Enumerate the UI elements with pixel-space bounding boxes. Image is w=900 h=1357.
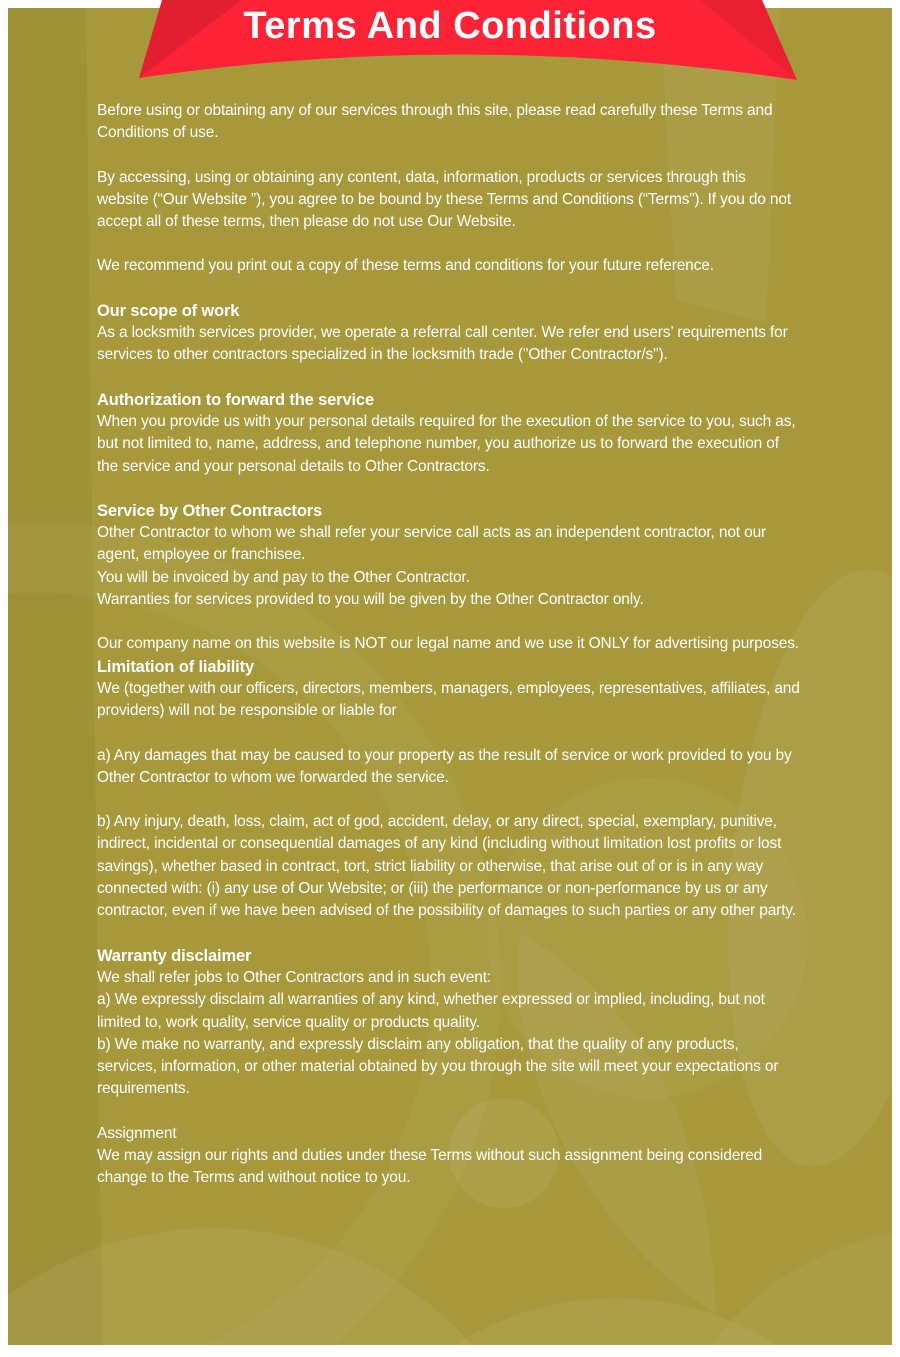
paragraph: We may assign our rights and duties under these Terms without such assignment being considered change to the Terms and without notice to you. xyxy=(97,1146,763,1187)
paragraph: When you provide us with your personal details required for the execution of the service to you, such as, but not limited to, name, address, and telephone number, you authorize us to forward the execution of the service and your personal details to Other Contractors. xyxy=(97,412,796,475)
paragraph: We shall refer jobs to Other Contractors and in such event: xyxy=(97,968,492,986)
paragraph: b) We make no warranty, and expressly disclaim any obligation, that the quality of any products, services, information, or other material obtained by you through the site will meet your expectations or requirements. xyxy=(97,1035,779,1098)
section-heading: Authorization to forward the service xyxy=(97,390,374,409)
paragraph: Our company name on this website is NOT our legal name and we use it ONLY for advertising purposes. xyxy=(97,635,799,653)
paragraph: We recommend you print out a copy of these terms and conditions for your future reference. xyxy=(97,257,714,275)
paragraph: Other Contractor to whom we shall refer your service call acts as an independent contractor, not our agent, employee or franchisee. xyxy=(97,524,767,564)
background-left-band xyxy=(8,8,102,1345)
section-heading: Our scope of work xyxy=(97,301,240,320)
paragraph: a) We expressly disclaim all warranties of any kind, whether expressed or implied, including, but not limited to, work quality, service quality or products quality. xyxy=(97,991,765,1031)
paragraph: As a locksmith services provider, we operate a referral call center. We refer end users’ requirements for services to other contractors specialized in the locksmith trade ("Other Contractor/s"). xyxy=(97,324,788,364)
section-heading: Limitation of liability xyxy=(97,657,254,676)
terms-content xyxy=(97,100,800,1190)
section-heading: Warranty disclaimer xyxy=(97,946,252,965)
page-background xyxy=(8,8,892,1345)
section-heading: Service by Other Contractors xyxy=(97,501,323,520)
page-title: Terms And Conditions xyxy=(243,5,657,47)
paragraph: You will be invoiced by and pay to the Other Contractor. xyxy=(97,568,470,586)
paragraph: Warranties for services provided to you will be given by the Other Contractor only. xyxy=(97,591,644,609)
title-ribbon xyxy=(0,0,900,100)
paragraph: We (together with our officers, directors, members, managers, employees, representatives, affiliates, and providers) will not be responsible or liable for xyxy=(97,679,800,720)
paragraph: Assignment xyxy=(97,1124,177,1142)
paragraph: By accessing, using or obtaining any content, data, information, products or services through this website (“Our Website ”), you agree to be bound by these Terms and Conditions (“Terms”). If you do not accept all of these terms, then please do not use Our Website. xyxy=(97,168,792,231)
paragraph: Before using or obtaining any of our services through this site, please read carefully these Terms and Conditions of use. xyxy=(97,102,773,142)
paragraph: a) Any damages that may be caused to your property as the result of service or work provided to you by Other Contractor to whom we forwarded the service. xyxy=(97,746,792,786)
paragraph: b) Any injury, death, loss, claim, act of god, accident, delay, or any direct, special, exemplary, punitive, indirect, incidental or consequential damages of any kind (including without limitation lost profits or lost savings), whether based in contract, tort, strict liability or otherwise, that arise out of or is in any way connected with: (i) any use of Our Website; or (iii) the performance or non-performance by us or any contractor, even if we have been advised of the possibility of damages to such parties or any other party. xyxy=(97,813,796,920)
